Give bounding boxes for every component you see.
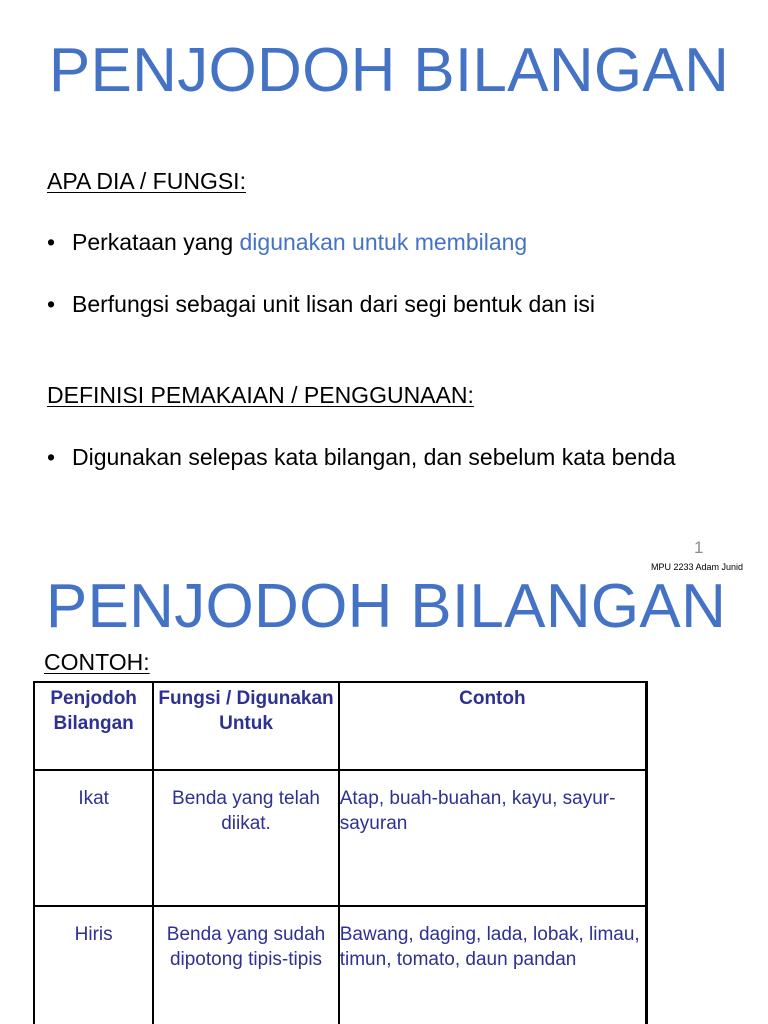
- bullet-highlight: digunakan untuk membilang: [239, 229, 528, 255]
- slide-title: PENJODOH BILANGAN: [45, 572, 727, 641]
- bullet-text: Berfungsi sebagai unit lisan dari segi bentuk dan isi: [72, 291, 595, 317]
- table-row: [34, 770, 647, 906]
- bullet-item: [47, 290, 595, 318]
- table-cell: Benda yang sudah dipotong tipis-tipis: [153, 906, 338, 1024]
- bullet-symbol: •: [47, 444, 56, 470]
- slide-2: [0, 560, 768, 1024]
- table-cell: Ikat: [34, 770, 153, 906]
- example-table: [33, 681, 648, 1024]
- table-row: [34, 906, 647, 1024]
- table-header-cell: Contoh: [339, 682, 647, 770]
- page-number: 1: [694, 538, 704, 557]
- bullet-item: [47, 443, 676, 471]
- bullet-text: Perkataan yang: [72, 229, 240, 255]
- bullet-symbol: •: [47, 229, 56, 255]
- table-header-row: [34, 682, 647, 770]
- footer-note: MPU 2233 Adam Junid: [651, 562, 744, 572]
- table-header-cell: Penjodoh Bilangan: [34, 682, 153, 770]
- table-cell: Bawang, daging, lada, lobak, limau, timun, tomato, daun pandan: [339, 906, 647, 1024]
- slide-title: PENJODOH BILANGAN: [48, 36, 730, 105]
- bullet-text: Digunakan selepas kata bilangan, dan sebelum kata benda: [72, 444, 676, 470]
- bullet-symbol: •: [47, 291, 56, 317]
- table-cell: Benda yang telah diikat.: [153, 770, 338, 906]
- section-heading-definisi: DEFINISI PEMAKAIAN / PENGGUNAAN:: [47, 382, 474, 408]
- table-header-cell: Fungsi / Digunakan Untuk: [153, 682, 338, 770]
- table-cell: Hiris: [34, 906, 153, 1024]
- section-heading-fungsi: APA DIA / FUNGSI:: [47, 168, 246, 194]
- bullet-item: [47, 228, 527, 256]
- contoh-label: CONTOH:: [44, 649, 150, 675]
- table-cell: Atap, buah-buahan, kayu, sayur-sayuran: [339, 770, 647, 906]
